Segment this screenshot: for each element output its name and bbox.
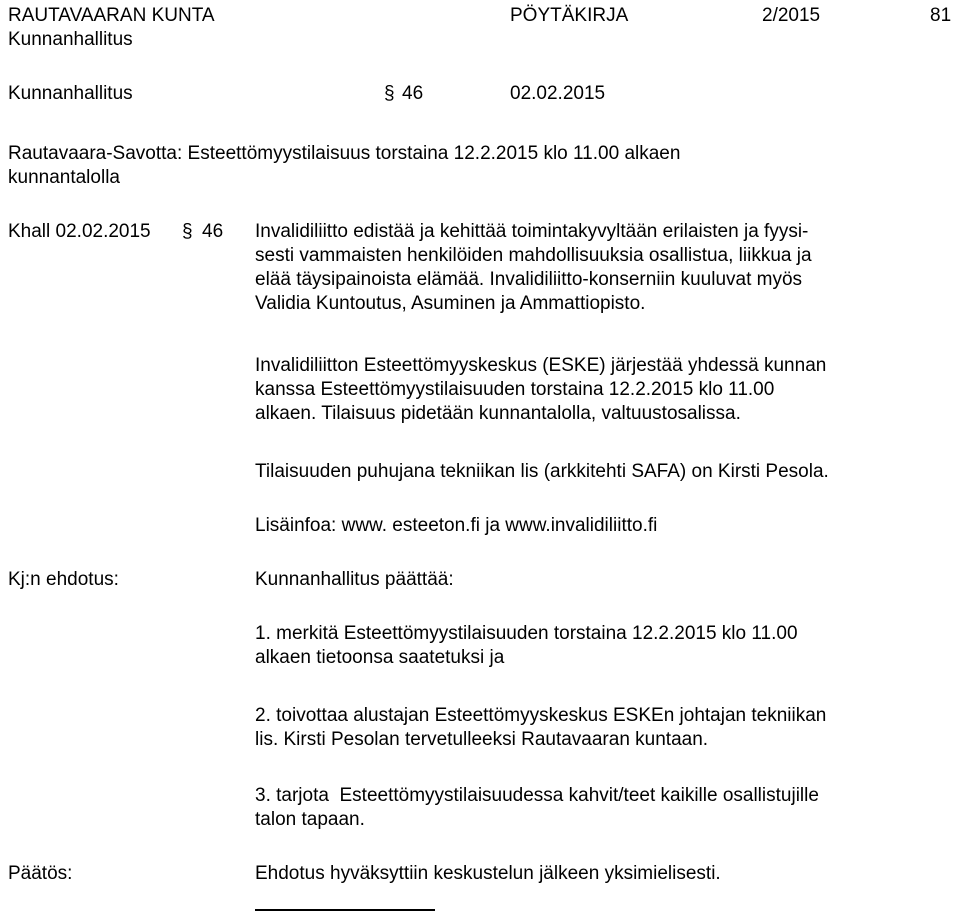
paragraph-line: Lisäinfoa: www. esteeton.fi ja www.invalidiliitto.fi xyxy=(255,515,658,536)
paragraph-line: Tilaisuuden puhujana tekniikan lis (arkkitehti SAFA) on Kirsti Pesola. xyxy=(255,461,829,482)
header-doc-number: 2/2015 xyxy=(762,5,821,26)
proposal-item-3 xyxy=(255,784,955,832)
header-body-name: Kunnanhallitus xyxy=(8,29,133,50)
proposal-item-2 xyxy=(255,704,955,752)
proposal-line: alkaen tietoonsa saatetuksi ja xyxy=(255,647,505,668)
section-symbol: § xyxy=(384,83,395,104)
signature-line xyxy=(255,909,435,911)
paragraph-line: kanssa Esteettömyystilaisuuden torstaina 12.2.2015 klo 11.00 xyxy=(255,379,775,400)
decision-label: Päätös: xyxy=(8,863,73,884)
header-page-number: 81 xyxy=(930,5,952,26)
header-organization: RAUTAVAARAN KUNTA xyxy=(8,5,215,26)
proposal-line: talon tapaan. xyxy=(255,809,365,830)
paragraph-line: Invalidiliitton Esteettömyyskeskus (ESKE) järjestää yhdessä kunnan xyxy=(255,355,827,376)
paragraph-speaker xyxy=(255,460,955,484)
proposal-line: 3. tarjota Esteettömyystilaisuudessa kahvit/teet kaikille osallistujille xyxy=(255,785,819,806)
paragraph-line: alkaen. Tilaisuus pidetään kunnantalolla, valtuustosalissa. xyxy=(255,403,741,424)
reference-text: Khall 02.02.2015 xyxy=(8,221,151,242)
decision-text: Ehdotus hyväksyttiin keskustelun jälkeen yksimielisesti. xyxy=(255,863,721,884)
proposal-heading: Kunnanhallitus päättää: xyxy=(255,569,454,590)
proposal-line: lis. Kirsti Pesolan tervetulleeksi Rautavaaran kuntaan. xyxy=(255,729,709,750)
proposal-line: 1. merkitä Esteettömyystilaisuuden torstaina 12.2.2015 klo 11.00 xyxy=(255,623,798,644)
paragraph-more-info xyxy=(255,514,955,538)
paragraph-line: elää täysipainoista elämää. Invalidiliitto-konserniin kuuluvat myös xyxy=(255,269,803,290)
paragraph-line: sesti vammaisten henkilöiden mahdollisuuksia osallistua, liikkua ja xyxy=(255,245,812,266)
paragraph-eske xyxy=(255,354,955,426)
header-doc-type: PÖYTÄKIRJA xyxy=(510,5,629,26)
agenda-title-line2: kunnantalolla xyxy=(8,167,120,188)
meeting-body: Kunnanhallitus xyxy=(8,83,133,104)
proposal-label: Kj:n ehdotus: xyxy=(8,569,119,590)
paragraph-line: Invalidiliitto edistää ja kehittää toimintakyvyltään erilaisten ja fyysi- xyxy=(255,221,809,242)
proposal-line: 2. toivottaa alustajan Esteettömyyskeskus ESKEn johtajan tekniikan xyxy=(255,705,827,726)
reference-section-number: 46 xyxy=(202,221,224,242)
reference-section-symbol: § xyxy=(182,221,193,242)
agenda-title-line1: Rautavaara-Savotta: Esteettömyystilaisuus torstaina 12.2.2015 klo 11.00 alkaen xyxy=(8,143,681,164)
paragraph-line: Validia Kuntoutus, Asuminen ja Ammattiopisto. xyxy=(255,293,646,314)
proposal-item-1 xyxy=(255,622,955,670)
meeting-date: 02.02.2015 xyxy=(510,83,606,104)
paragraph-invalidiliitto xyxy=(255,220,955,316)
section-number: 46 xyxy=(402,83,424,104)
